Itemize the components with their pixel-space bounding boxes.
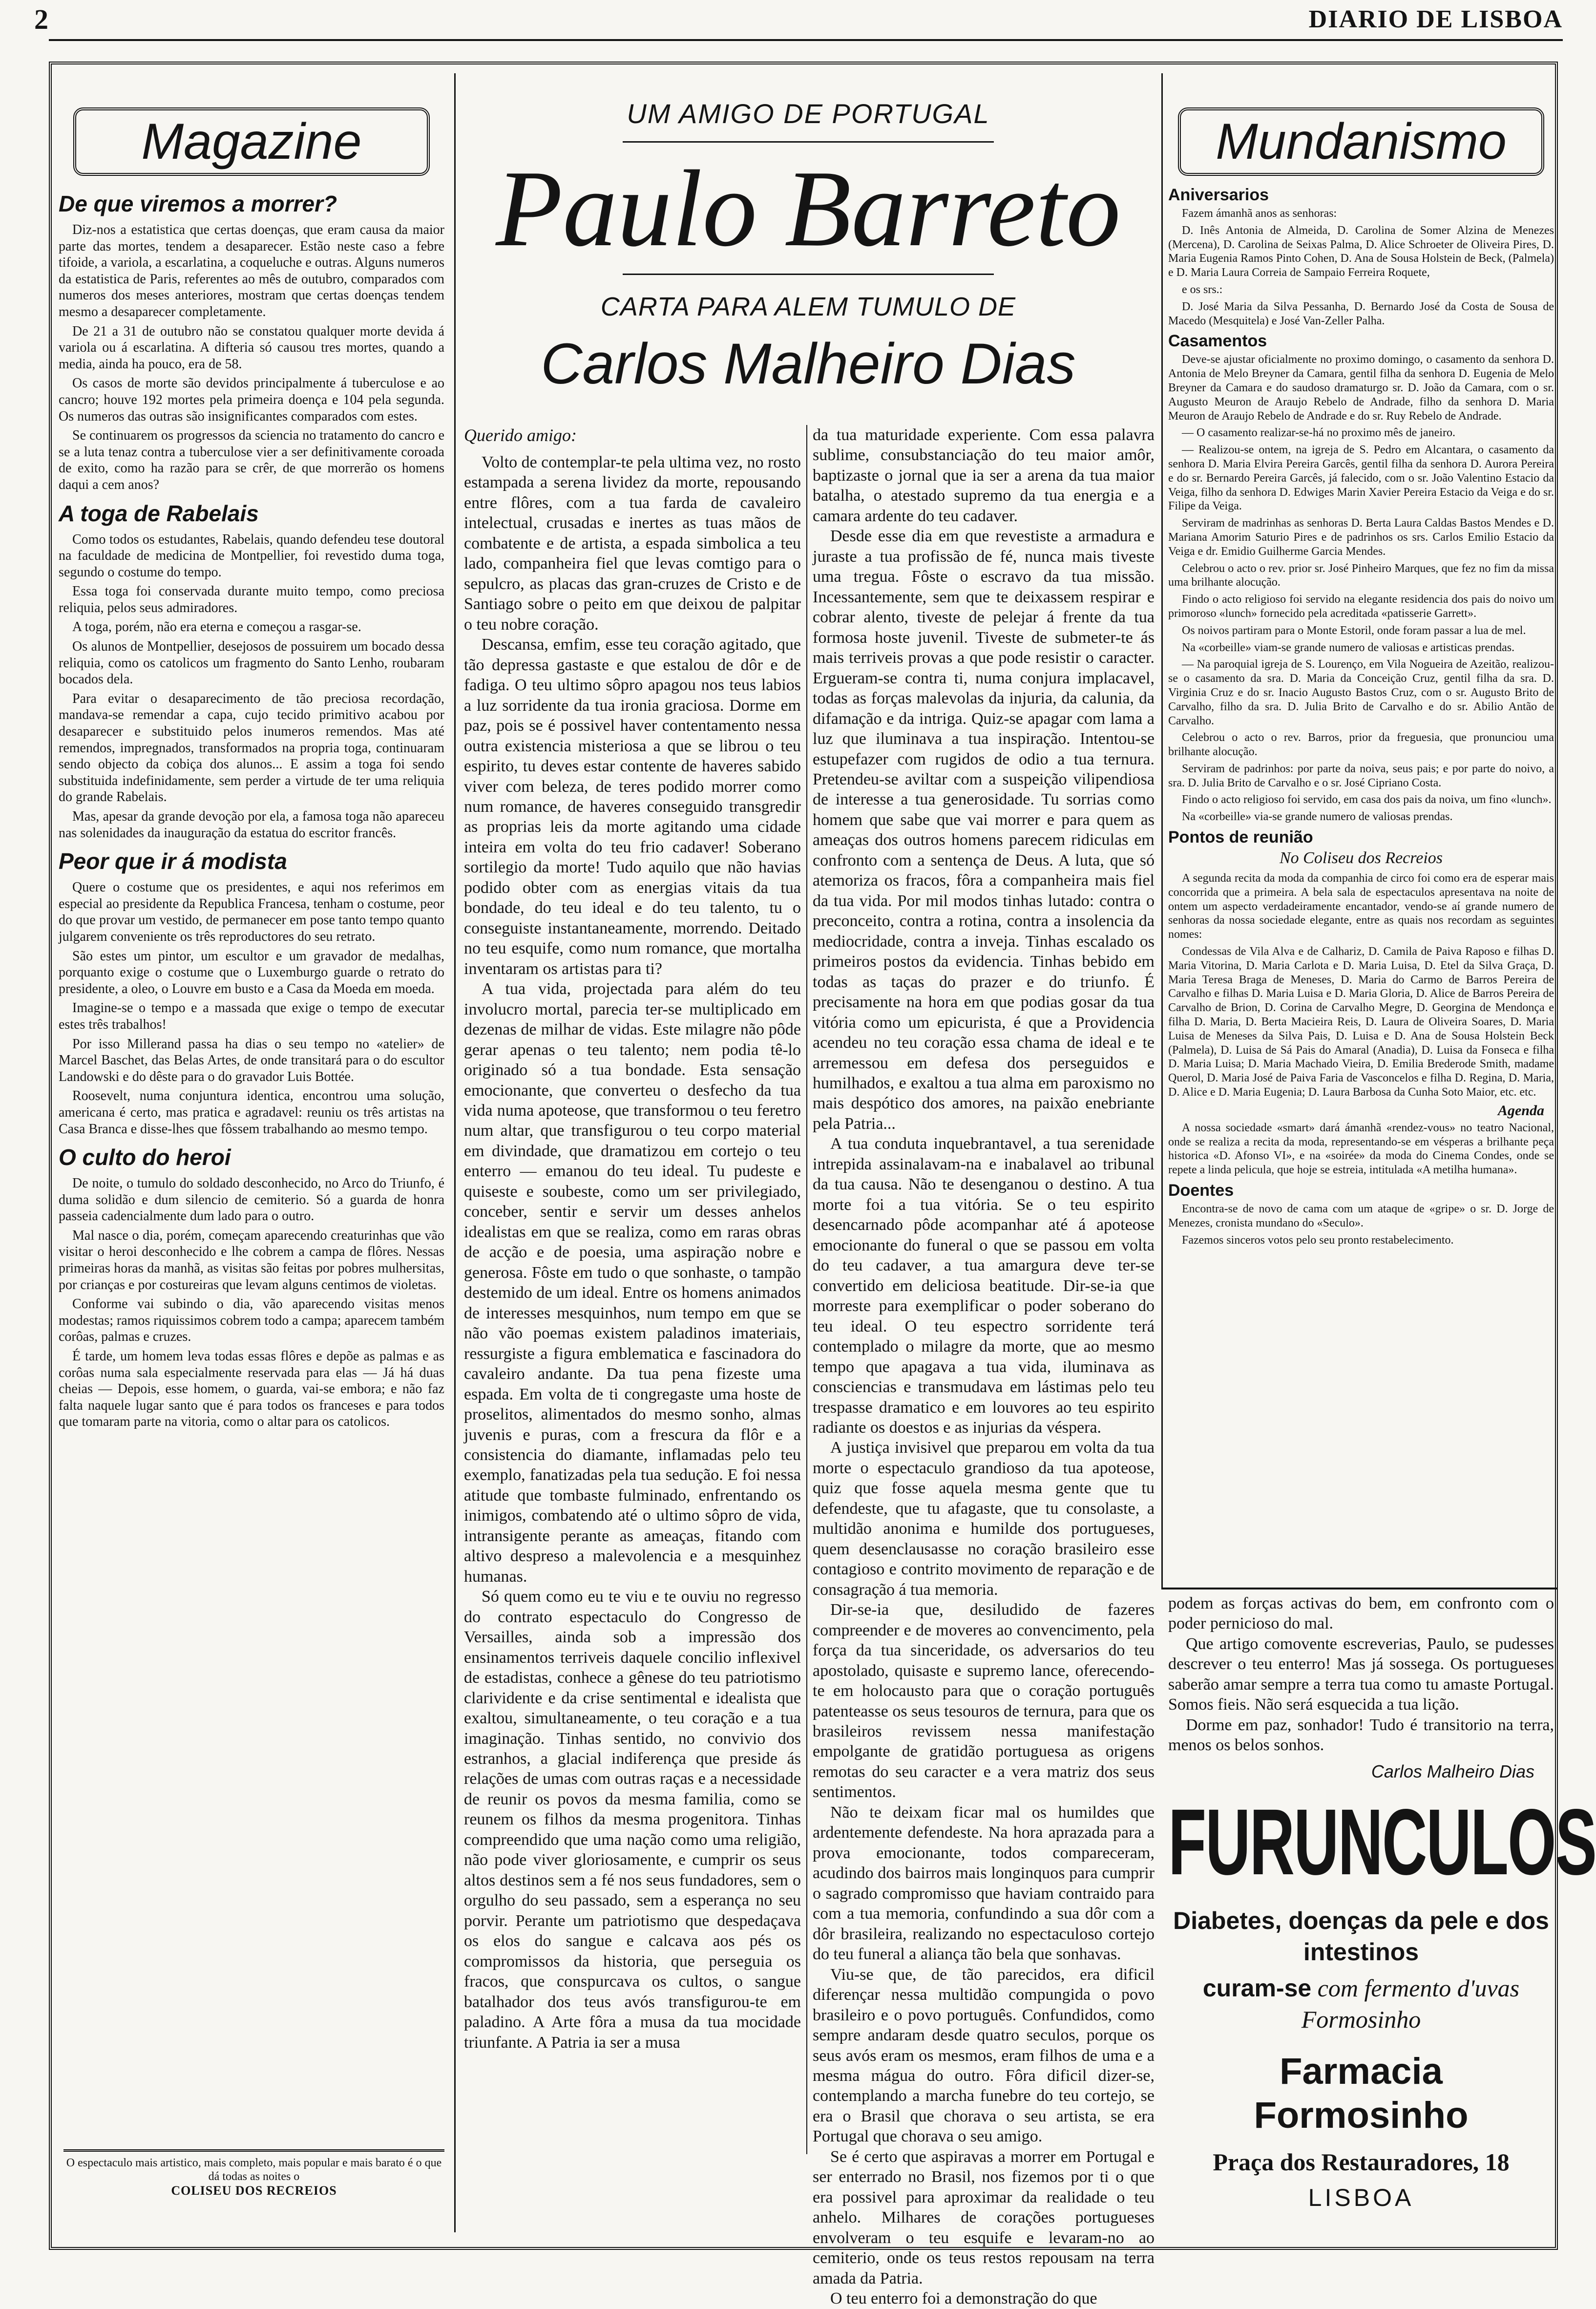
casamentos-title: Casamentos xyxy=(1168,332,1267,351)
paragraph: Quere o costume que os presidentes, e aqui nos referimos em especial ao presidente da Republica Francesa, tenham o costume, peor do que provar um vestido, de permanecer em pose tanto tempo quanto julgarem conveniente os três reproductores do seu retrato. xyxy=(59,880,444,944)
paragraph: Deve-se ajustar oficialmente no proximo domingo, o casamento da senhora D. Antonia de Melo Breyner da Camara, gentil filha da senhora D. Eugenia de Melo Breyner da Camara e do saudoso dramaturgo sr. D. João da Camara, com o sr. Augusto Meuron de Araujo Rebelo de Andrade, filho da senhora D. Maria Meuron de Araujo Rebelo de Andrade e do sr. Ruy Rebelo de Andrade. xyxy=(1168,353,1554,423)
paragraph: Dir-se-ia que, desiludido de fazeres compreender e de moveres ao convencimento, pela força da tua sinceridade, os adversarios do teu apostolado, quisaste e supremo lance, oferecendo-te em holocausto para que o coração português patenteasse os seus tesouros de ternura, para que os brasileiros revissem nessa manifestação empolgante de gratidão portuguesa as origens remotas do seu caracter e a vera matriz dos seus sentimentos. xyxy=(813,1601,1155,1801)
paragraph: Que artigo comovente escreverias, Paulo, se pudesses descrever o teu enterro! Mas já sossega. Os portugueses saberão amar sempre a terra tua como tu amaste Portugal. Somos fieis. Não será esquecida a tua lição. xyxy=(1168,1634,1554,1714)
column-rule-left xyxy=(454,73,456,2232)
pontos-title: Pontos de reunião xyxy=(1168,828,1313,847)
paragraph: Viu-se que, de tão parecidos, era dificil diferençar nessa multidão compungida o povo brasileiro e o povo português. Confundidos, como sempre andaram desde quatro seculos, porque os seus avós eram os mesmos, eram filhos de uma e a mesma mágua do outro. Fôra dificil dizer-se, contemplando a marcha funebre do teu cortejo, se era o Brasil que chorava o seu artista, se era Portugal que chorava o seu amigo. xyxy=(813,1965,1155,2146)
magazine-section-1 xyxy=(59,191,444,493)
magazine-column xyxy=(59,88,444,2232)
feature-column-1 xyxy=(464,425,801,2154)
paragraph: Os noivos partiram para o Monte Estoril, onde foram passar a lua de mel. xyxy=(1182,624,1526,637)
paragraph: Encontra-se de novo de cama com um ataque de «gripe» o sr. D. Jorge de Menezes, cronista mundano do «Seculo». xyxy=(1168,1203,1554,1229)
section-title: Peor que ir á modista xyxy=(59,848,287,874)
agenda-title: Agenda xyxy=(1497,1102,1544,1119)
paragraph: Conforme vai subindo o dia, vão aparecendo visitas menos modestas; ramos riquissimos cobrem todo a campa; aparecem também corôas, palmas e cruzes. xyxy=(59,1296,444,1345)
advert-brand: Formosinho xyxy=(1301,2006,1421,2033)
paragraph: Imagine-se o tempo e a massada que exige o tempo de executar estes três trabalhos! xyxy=(59,1000,444,1032)
mundanismo-heading: Mundanismo xyxy=(1178,107,1544,176)
doentes-title: Doentes xyxy=(1168,1181,1234,1200)
feature-column-3 xyxy=(1168,1593,1554,1779)
salutation: Querido amigo: xyxy=(464,425,577,445)
paragraph: O teu enterro foi a demonstração do que xyxy=(830,2289,1097,2308)
paragraph: Diz-nos a estatistica que certas doenças, que eram causa da maior parte das mortes, tendem a desaparecer. Estão neste caso a febre tifoide, a variola, a escarlatina, a coqueluche e outras. Alguns numeros da estatistica de Paris, referentes ao mês de outubro, comparados com numeros dos meses anteriores, mostram que certas doenças tendem mesmo a desaparecer completamente. xyxy=(59,222,444,319)
paragraph: Mas, apesar da grande devoção por ela, a famosa toga não apareceu nas solenidades da inauguração da estatua do escritor francês. xyxy=(59,809,444,841)
paragraph: De 21 a 31 de outubro não se constatou qualquer morte devida á variola ou á escarlatina. A difteria só causou tres mortes, quando a media, ainda ha pouco, era de 58. xyxy=(59,323,444,372)
aniversarios-intro: Fazem ámanhã anos as senhoras: xyxy=(1182,207,1337,220)
mundanismo-bottom-rule xyxy=(1161,1588,1558,1589)
section-title: De que viremos a morrer? xyxy=(59,191,337,216)
feature-signature: Carlos Malheiro Dias xyxy=(1371,1761,1534,1781)
magazine-section-4 xyxy=(59,1144,444,1430)
aniversarios-names: D. Inês Antonia de Almeida, D. Carolina de Somer Alzina de Menezes (Mercena), D. Carolina de Seixas Palma, D. Alice Schroeter de Oliveira Pires, D. Maria Eugenia Ramos Pinto Cohen, D. Ana de Sousa Holstein de Beck, (Palmela) e D. Maria Laura Correia de Sampaio Ferreira Roquete, xyxy=(1168,224,1554,279)
paragraph: São estes um pintor, um escultor e um gravador de medalhas, porquanto exige o costume que o Luxemburgo guarde o retrato do presidente, a oleo, o Louvre em busto e a Casa da Moeda em moeda. xyxy=(59,948,444,996)
paragraph: Se continuarem os progressos da sciencia no tratamento do cancro e se a luta tenaz contra a tuberculose vier a ser definitivamente coroada de exito, como ha razão para se crêr, de que morrerão os homens daqui a cem anos? xyxy=(59,428,444,492)
advert-line1: Diabetes, doenças da pele e dos xyxy=(1173,1907,1549,1934)
advert-address: Praça dos Restauradores, 18 xyxy=(1213,2148,1510,2176)
feature-subkicker: CARTA PARA ALEM TUMULO DE xyxy=(600,292,1016,321)
paragraph: Os alunos de Montpellier, desejosos de possuirem um bocado dessa reliquia, como os catolicos um fragmento do Santo Lenho, roubaram bocados dela. xyxy=(59,639,444,687)
paragraph: A justiça invisivel que preparou em volta da tua morte o espectaculo grandioso da tua apoteose, quiz que fosse aquela mesma gente que tu defendeste, que tu afagaste, que tu consolaste, a multidão anonima e humilde dos portugueses, quem desenclausasse no coração brasileiro esse contagioso e contrito movimento de reparação e de consagração á tua memoria. xyxy=(813,1439,1155,1599)
column-rule-right xyxy=(1161,73,1163,1588)
paragraph: Celebrou o acto o rev. Barros, prior da freguesia, que pronunciou uma brilhante alocução. xyxy=(1168,731,1554,759)
paragraph: Para evitar o desaparecimento de tão preciosa recordação, mandava-se remendar a capa, cujo tecido primitivo acabou por desaparecer e substituido pelos inumeros remendos. Mas até remendos, impregnados, transformados na propria toga, continuaram sendo objecto da cobiça dos alunos... E assim a toga foi sendo substituida indefinidamente, sem perder a virtude de ter uma reliquia do grande Rabelais. xyxy=(59,691,444,805)
feature-author: Carlos Malheiro Dias xyxy=(541,332,1076,396)
section-title: O culto do heroi xyxy=(59,1144,231,1170)
advert-line3 xyxy=(1168,1972,1554,2004)
paragraph: Roosevelt, numa conjuntura identica, encontrou uma solução, americana é certo, mas pratica e agradavel: reuniu os três artistas na Casa Branca e disse-lhes que fôssem trabalhando ao mesmo tempo. xyxy=(59,1088,444,1137)
coliseu-notice xyxy=(63,2149,444,2198)
paragraph: Dorme em paz, sonhador! Tudo é transitorio na terra, menos os belos sonhos. xyxy=(1168,1716,1554,1755)
paragraph: Na «corbeille» via-se grande numero de valiosas prendas. xyxy=(1182,810,1453,824)
ornament-rule xyxy=(623,274,994,275)
paragraph: Só quem como eu te viu e te ouviu no regresso do contrato espectaculo do Congresso de Versailles, ainda sob a impressão dos ensinamentos terriveis daquele concilio inflexivel de estadistas, conhece a gênese do teu patriotismo clarividente e da crise sentimental e idealista que exaltou, simultaneamente, o teu coração e a tua imaginação. Tinhas sentido, no convivio dos estranhos, a glacial indiferença que preside ás relações de umas com outras raças e a necessidade de reunir os povos da mesma familia, como se reunem os filhos da mesma progenitora. Tinhas compreendido que uma nação como uma religião, não pode viver gloriosamente, e cumprir os seus altos destinos sem a fé nos seus fundadores, sem o orgulho do seu passado, sem a esperança no seu porvir. Perante um patriotismo que despedaçava os elos do sangue e calcava aos pés os compromissos da historia, que perseguia os fracos, que conspurcava os cultos, o sangue batalhador dos teus avós transfigurou-te em paladino. A Arte fôra a musa da tua mocidade triunfante. A Patria ia ser a musa xyxy=(464,1588,801,2052)
magazine-heading: Magazine xyxy=(73,107,430,176)
feature-headline: Paulo Barreto xyxy=(496,148,1121,269)
paragraph: Serviram de padrinhos: por parte da noiva, seus pais; e por parte do noivo, a sra. D. Julia Brito de Carvalho e o sr. José Cipriano Costa. xyxy=(1168,762,1554,789)
paragraph: Celebrou o acto o rev. prior sr. José Pinheiro Marques, que fez no fim da missa uma brilhante alocução. xyxy=(1168,562,1554,589)
aniversarios-men: D. José Maria da Silva Pessanha, D. Bernardo José da Costa de Sousa de Macedo (Mesquitela) e José Van-Zeller Palha. xyxy=(1168,300,1554,327)
paragraph: Por isso Millerand passa ha dias o seu tempo no «atelier» de Marcel Baschet, das Belas Artes, de onde transitará para o do escultor Landowski e do dêste para o do gravador Luis Bottée. xyxy=(59,1036,444,1084)
paragraph: De noite, o tumulo do soldado desconhecido, no Arco do Triunfo, é duma solidão e dum silencio de cemiterio. Só a guarda de honra passeia cadencialmente dum lado para o outro. xyxy=(59,1176,444,1224)
paragraph: A segunda recita da moda da companhia de circo foi como era de esperar mais concorrida que a primeira. A bela sala de espectaculos apresentava na noite de ontem um aspecto verdadeiramente encantador, vendo-se aí grande numero de senhoras da nossa sociedade elegante, entre as quais nos recordam as seguintes nomes: xyxy=(1168,872,1554,941)
advert-city: LISBOA xyxy=(1308,2184,1414,2211)
advert-line2: intestinos xyxy=(1303,1938,1419,1966)
aniversarios-men-intro: e os srs.: xyxy=(1182,283,1223,296)
paragraph: A tua conduta inquebrantavel, a tua serenidade intrepida assinalavam-na e inabalavel ao tribunal da tua causa. Não te desenganou o destino. A tua morte foi a tua vitória. Se o teu espirito desencarnado pôde acompanhar até á apoteose emocionante do funeral o que se passou em volta do teu cadaver, a tua amargura deve ter-se convertido em deliciosa beatitude. Dir-se-ia que morreste para exemplificar o poder soberano do teu ideal. O teu espectro sorridente terá contemplado o milagre da morte, que ao mesmo tempo que apagava a tua vida, iluminava as consciencias e transmudava em lástimas pelo teu trespasse dramatico e em louvores ao teu espirito radiante os doestos e as injurias da véspera. xyxy=(813,1135,1155,1437)
paragraph: A toga, porém, não era eterna e começou a rasgar-se. xyxy=(72,619,361,635)
paragraph: Volto de contemplar-te pela ultima vez, no rosto estampada a serena lividez da morte, repousando entre flôres, com a tua farda de cavaleiro intelectual, crusadas e inertes as tuas mãos de combatente e de artista, a espada simbolica a teu lado, companheira fiel que levas comtigo para o sepulcro, as placas das gran-cruzes de Cristo e de Santiago sobre o peito em que deixou de palpitar o teu nobre coração. xyxy=(464,453,801,634)
paragraph: — O casamento realizar-se-há no proximo mês de janeiro. xyxy=(1182,426,1455,440)
feature-column-2 xyxy=(813,425,1155,2308)
mundanismo-column xyxy=(1168,88,1554,1583)
magazine-section-3 xyxy=(59,848,444,1137)
paragraph: — Realizou-se ontem, na igreja de S. Pedro em Alcantara, o casamento da senhora D. Maria Elvira Pereira Garcês, gentil filha da senhora D. Aurora Pereira e do sr. Bernardo Pereira Garcês, já falecido, com o sr. João Valentino Estacio da Veiga, filho da senhora D. Edwiges Marin Xavier Pereira Estacio da Veiga e do sr. Filipe da Veiga. xyxy=(1168,444,1554,513)
feature-header xyxy=(464,88,1153,425)
paragraph: Condessas de Vila Alva e de Calhariz, D. Camila de Paiva Raposo e filhas D. Maria Vitorina, D. Maria Carlota e D. Maria Luisa, D. Etel da Silva Graça, D. Maria Teresa Braga de Meneses, D. Maria do Carmo de Barros Pereira de Carvalho e filhas D. Maria Luisa e D. Maria Gloria, D. Alice de Barros Pereira de Carvalho de Brion, D. Corina de Carvalho Megre, D. Georgina de Mendonça e filha D. Maria, D. Berta Macieira Reis, D. Laura de Oliveira Soares, D. Maria Luisa de Meneses da Silva Pais, D. Luisa e D. Ana de Sousa Holstein Beck (Palmela), D. Luisa de Sá Pais do Amaral (Anadia), D. Luisa da Fonseca e filha D. Maria Luisa; D. Maria Machado Vieira, D. Emilia Brederode Smith, madame Querol, D. Maria José de Paiva Faria de Vasconcelos e filha D. Regina, D. Maria, D. Alice e D. Maria Eugenia; D. Laura Barbosa da Cunha Soto Maior, etc. etc. xyxy=(1168,945,1554,1099)
paragraph: Como todos os estudantes, Rabelais, quando defendeu tese doutoral na faculdade de medicina de Montpellier, foi revestido duma toga, segundo o costume do tempo. xyxy=(59,531,444,580)
paragraph: Os casos de morte são devidos principalmente á tuberculose e ao cancro; houve 192 mortes pela primeira doença e 104 pela segunda. Os numeros das outras são insignificantes comparados com estes. xyxy=(59,376,444,424)
pontos-venue: No Coliseu dos Recreios xyxy=(1280,849,1443,868)
paragraph: A tua vida, projectada para além do teu involucro mortal, parecia ter-se multiplicado em dezenas de milhar de vidas. Este milagre não pôde gerar apenas o teu talento; nem podia tê-lo originado só a tua bondade. Esta sensação emocionante, que converteu o desfecho da tua vida numa apoteose, que transformou o teu feretro num altar, que transfigurou o teu corpo material em divindade, que dramatizou em cortejo o teu enterro — emanou do teu ideal. Tu pudeste e quiseste e soubeste, como um ser privilegiado, conceber, sentir e servir um desses anhelos idealistas em que se realiza, como em raras obras de acção e de poesia, uma aspiração nobre e generosa. Fôste em tudo o que sonhaste, o tampão destemido de um ideal. Entre os homens animados de interesses mesquinhos, num tempo em que se não vão poemas existem paladinos imateriais, ressurgiste a figura emblematica e fascinadora do cavaleiro andante. Da tua pena fizeste uma espada. Em volta de ti congregaste uma hoste de proselitos, alimentados do mesmo sonho, almas juvenis e puras, com a frescura da flôr e a consistencia do diamante, inflamadas pelo teu exemplo, fanatizadas pela tua sedução. E foi nessa atitude que tombaste fulminado, enfrentando os inimigos, combatendo até o ultimo sôpro de vida, intransigente perante as ameaças, fitando com altivo despreso a malevolencia e a mesquinhez humanas. xyxy=(464,980,801,1586)
advert-ferment: com fermento d'uvas xyxy=(1317,1974,1520,2002)
paragraph: Mal nasce o dia, porém, começam aparecendo creaturinhas que vão visitar o heroi desconhecido e lhe cobrem a campa de flôres. Nessas primeiras horas da manhã, as visitas são feitas por pobres mulhersitas, por crianças e por costureiras que levam alguns centimos de violetas. xyxy=(59,1228,444,1292)
paragraph: Descansa, emfim, esse teu coração agitado, que tão depressa gastaste e que estalou de dôr e de fadiga. O teu ultimo sôpro apagou nos teus labios a luz sorridente da tua ironia graciosa. Dorme em paz, pois se é possivel haver contentamento nessa outra existencia misteriosa a que se librou o teu espirito, tu deves estar contente de haveres sabido viver com beleza, de teres podido morrer como num romance, de haveres conseguido transgredir as proprias leis da morte agitando uma cidade inteira em volta do teu frio cadaver! Soberano sortilegio da morte! Tudo aquilo que não havias podido obter com as energias vitais da tua bondade, do teu ideal e do teu talento, tu o conseguiste instantaneamente, morrendo. Deitado no teu esquife, como num romance, que mortalha inventaram os artistas para ti? xyxy=(464,636,801,978)
ornament-rule xyxy=(623,141,994,143)
paragraph: — Na paroquial igreja de S. Lourenço, em Vila Nogueira de Azeitão, realizou-se o casamento da sra. D. Maria da Conceição Cruz, gentil filha da sra. D. Virginia Cruz e do sr. Inacio Augusto Bastos Cruz, com o sr. Augusto Brito de Carvalho, filho da sra. D. Julia Brito de Carvalho e do sr. Abilio Antão de Carvalho. xyxy=(1168,658,1554,727)
paragraph: É tarde, um homem leva todas essas flôres e depõe as palmas e as corôas numa sala especialmente reservada para elas — Já há duas cheias — Depois, esse homem, o guarda, vai-se embora; e não faz falta naquele lugar santo que é para todos os franceses e para todos que tomaram parte na vitoria, como o altar para os catolicos. xyxy=(59,1349,444,1430)
paragraph: da tua maturidade experiente. Com essa palavra sublime, consubstanciação do teu maior amôr, baptizaste o jornal que ia ser a arena da tua maior batalha, o atestado supremo da tua energia e a camara ardente do teu cadaver. xyxy=(813,426,1155,525)
paragraph: Não te deixam ficar mal os humildes que ardentemente defendeste. Na hora aprazada para a prova emocionante, todos compareceram, acudindo dos bairros mais longinquos para cumprir o sagrado compromisso que haviam contraido para com a tua memoria, confundindo a sua dôr com a dôr brasileira, realizando no espectaculoso cortejo do teu funeral a aliança tão bela que sonhavas. xyxy=(813,1803,1155,1964)
advert-pharmacy: Farmacia Formosinho xyxy=(1254,2051,1469,2136)
paragraph: Na «corbeille» viam-se grande numero de valiosas e artisticas prendas. xyxy=(1182,641,1515,654)
aniversarios-title: Aniversarios xyxy=(1168,186,1269,204)
magazine-section-2 xyxy=(59,500,444,842)
advert-cure: curam-se xyxy=(1202,1974,1312,2002)
feature-column-rule xyxy=(806,425,807,2154)
header-rule xyxy=(49,39,1563,41)
newspaper-name: DIARIO DE LISBOA xyxy=(1308,5,1563,33)
notice-text: O espectaculo mais artistico, mais completo, mais popular e mais barato é o que dá todas as noites o xyxy=(66,2157,442,2183)
agenda-text: A nossa sociedade «smart» dará ámanhã «rendez-vous» no teatro Nacional, onde se realiza a recita da moda, representando-se em vésperas a brilhante peça historica «D. Afonso VI», e na «soirée» da moda do Cinema Condes, onde se repete a linda pelicula, que hoje se estreia, intitulada «A metilha humana». xyxy=(1168,1121,1554,1177)
advert-furunculos xyxy=(1168,1788,1596,2227)
notice-venue: COLISEU DOS RECREIOS xyxy=(171,2183,337,2198)
paragraph: Fazemos sinceros votos pelo seu pronto restabelecimento. xyxy=(1182,1233,1454,1247)
feature-kicker: UM AMIGO DE PORTUGAL xyxy=(627,98,990,129)
paragraph: Desde esse dia em que revestiste a armadura e juraste a tua profissão de fé, nunca mais tiveste uma tregua. Fôste o escravo da tua missão. Incessantemente, sem que te deixassem respirar e cobrar alento, tiveste de pelejar á frente da tua formosa hoste juvenil. Tiveste de submeter-te ás mais terriveis provas a que pode resistir o caracter. Ergueram-se contra ti, numa conjura implacavel, todas as forças malevolas da injuria, da calunia, da difamação e da intriga. Quiz-se apagar com lama a luz que iluminava a tua inspiração. Intentou-se estupefazer com rugidos de odio a tua ternura. Pretendeu-se aviltar com a suspeição vilipendiosa de interesse a tua generosidade. Tu sorrias como homem que sabe que vai morrer e para quem as ameaças dos outros homens parecem ridiculas em confronto com a sentença de Deus. A luta, que só atemoriza os fracos, fôra a companheira mais fiel da tua vida. Por mil modos tinhas lutado: contra o preconceito, contra a rotina, contra a insolencia da mediocridade, contra a inveja. Tinhas escalado os primeiros postos da evidencia. Tinhas bebido em todas as taças do prazer e do triunfo. É precisamente na hora em que podias gosar da tua vitória como um epicurista, é que a Providencia acendeu no teu coração essa chama de ideal e te arremessou em defesa dos perseguidos e humilhados, e exaltou a tua alma em paroxismo no mais despótico dos amores, na paixão enebriante pela Patria... xyxy=(813,527,1155,1133)
advert-headline: FURUNCULOS xyxy=(1168,1790,1596,1895)
page-header xyxy=(0,0,1594,39)
paragraph: Serviram de madrinhas as senhoras D. Berta Laura Caldas Bastos Mendes e D. Mariana Amorim Saturio Pires e de padrinhos os srs. Carlos Emilio Estacio da Veiga e dr. Emidio Guilherme Garcia Mendes. xyxy=(1168,517,1554,558)
paragraph: Findo o acto religioso foi servido, em casa dos pais da noiva, um fino «lunch». xyxy=(1182,793,1552,806)
paragraph: Findo o acto religioso foi servido na elegante residencia dos pais do noivo um primoroso «lunch» fornecido pela acreditada «patisserie Garrett». xyxy=(1168,593,1554,620)
page-number: 2 xyxy=(34,3,48,35)
paragraph: Essa toga foi conservada durante muito tempo, como preciosa reliquia, pelos seus admiradores. xyxy=(59,584,444,615)
section-title: A toga de Rabelais xyxy=(59,500,259,526)
paragraph: Se é certo que aspiravas a morrer em Portugal e ser enterrado no Brasil, nos fizemos por ti o que era possivel para aproximar da realidade o teu anhelo. Milhares de corações portugueses envolveram o teu esquife e levaram-no ao cemiterio, onde os teus restos repousam na terra amada da Patria. xyxy=(813,2147,1155,2288)
paragraph: podem as forças activas do bem, em confronto com o poder pernicioso do mal. xyxy=(1168,1594,1554,1633)
